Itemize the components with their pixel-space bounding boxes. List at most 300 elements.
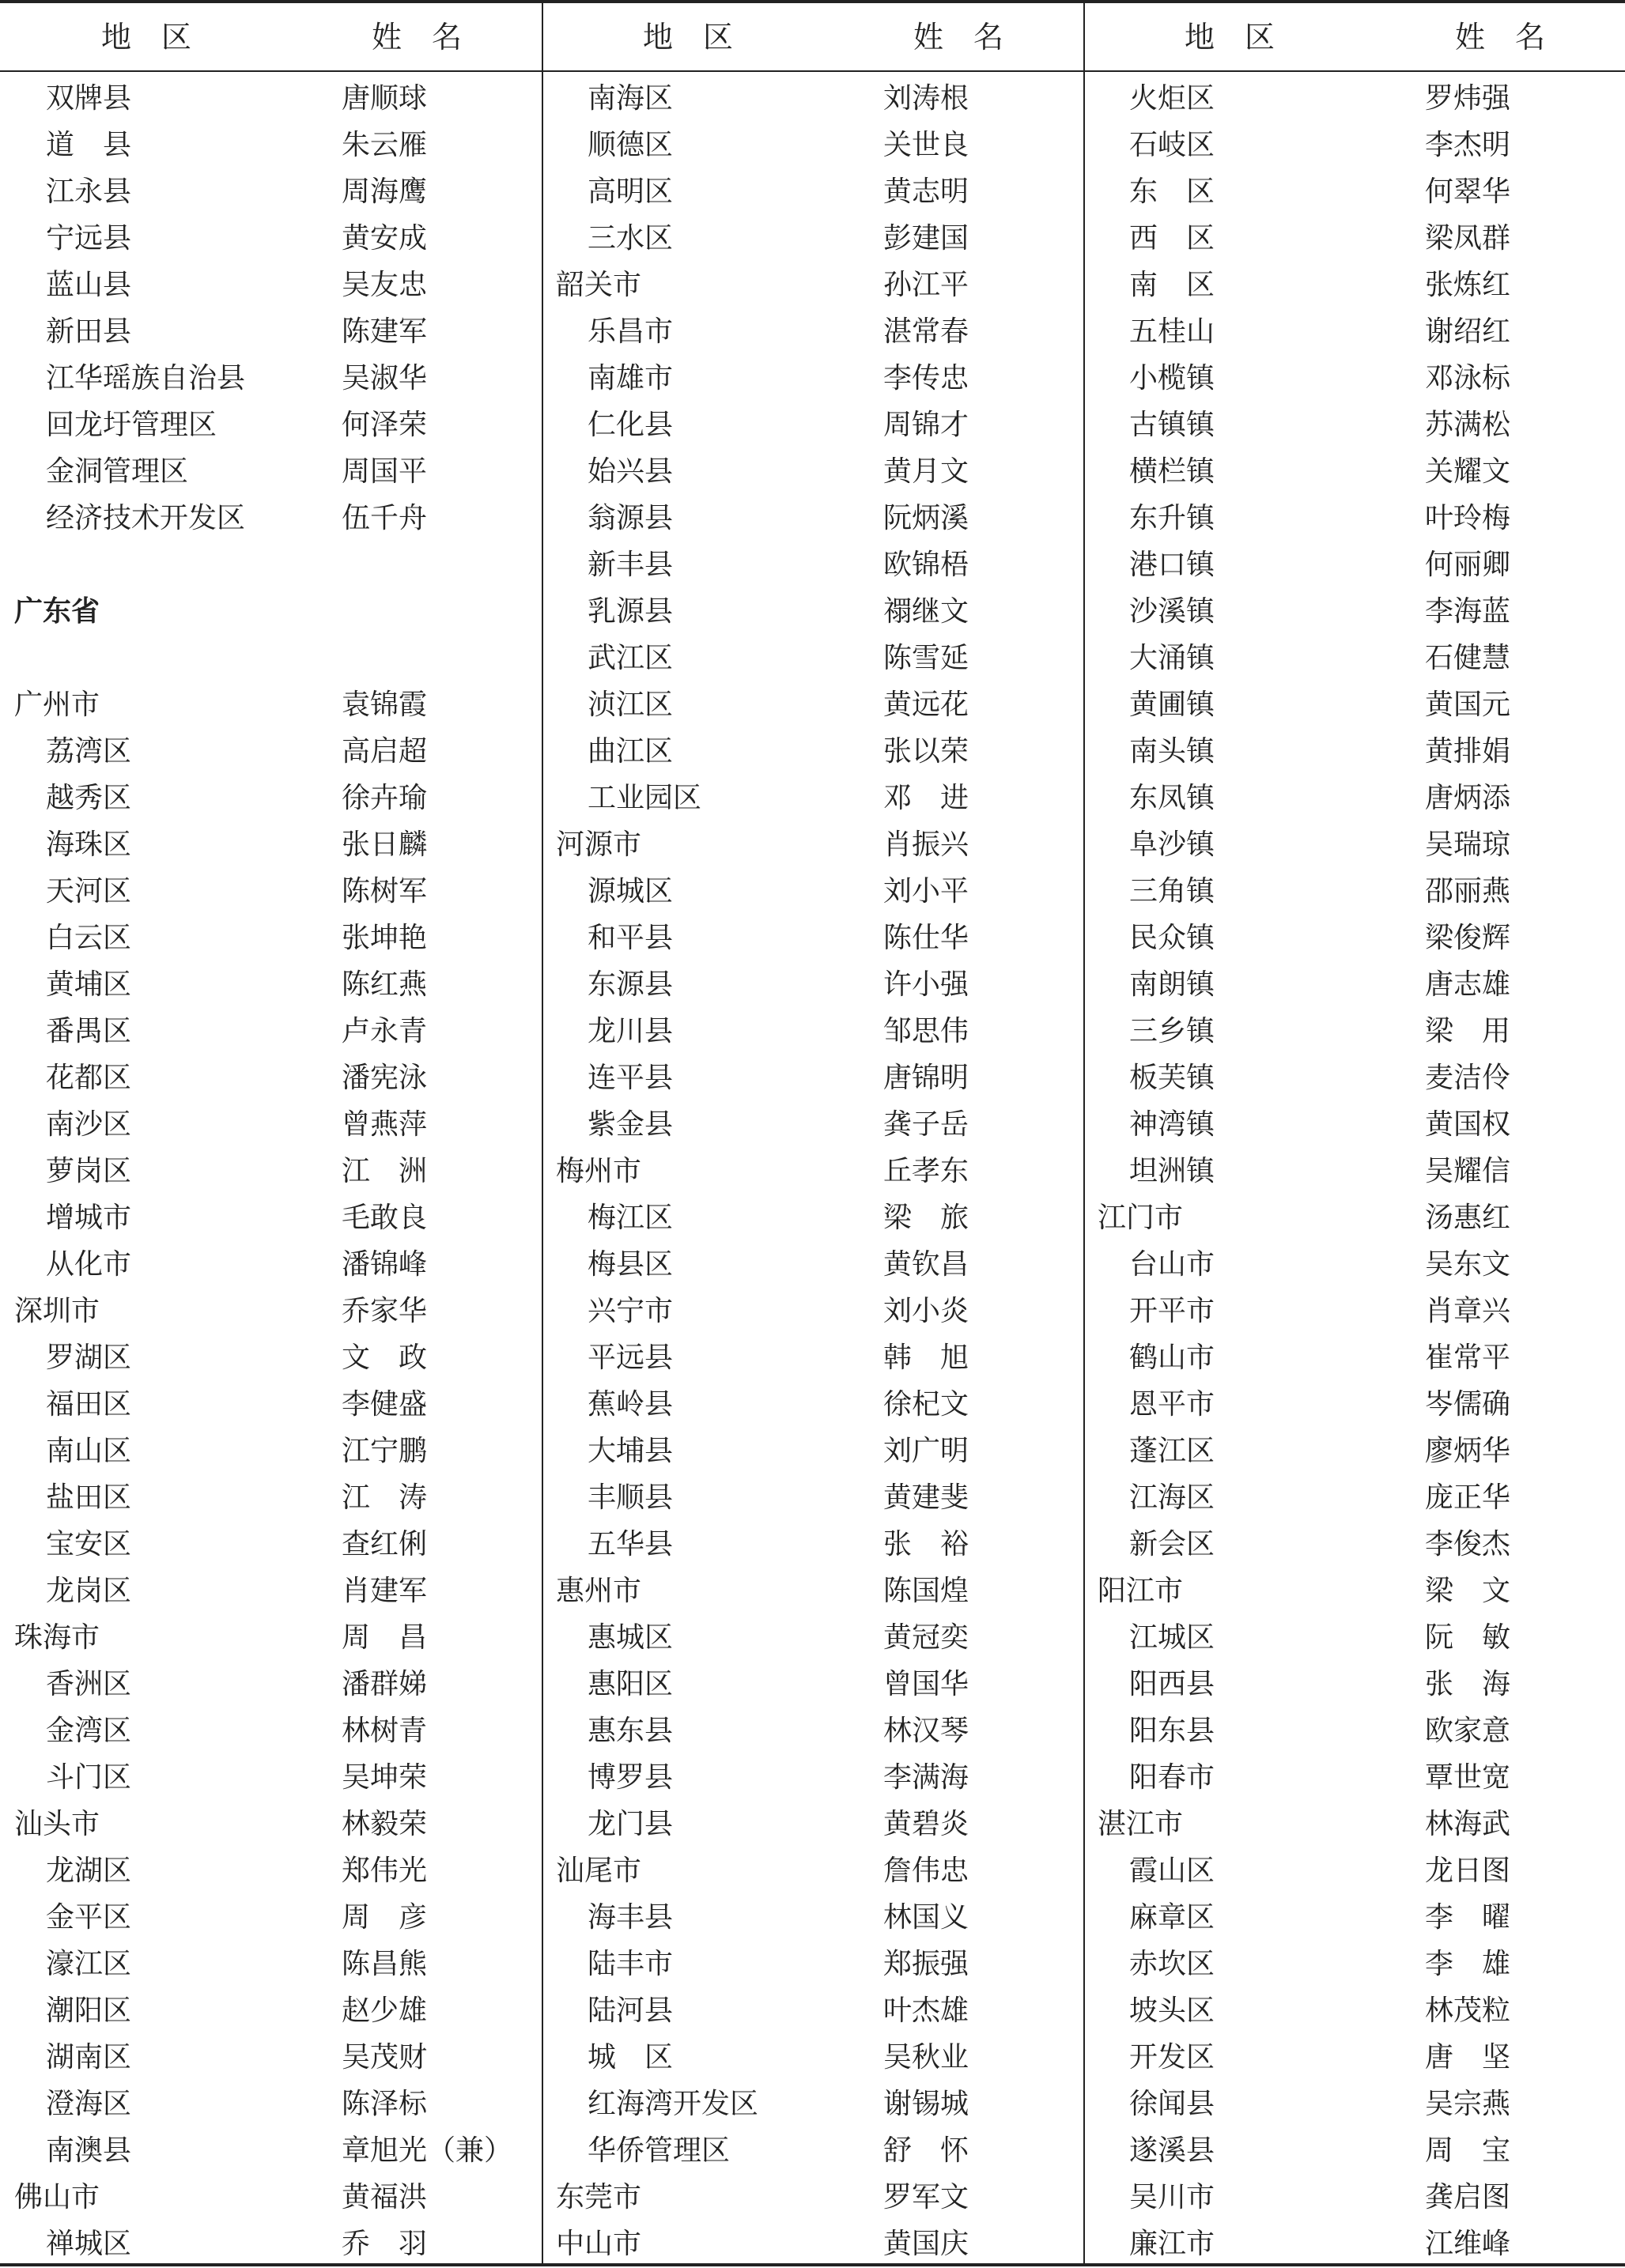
name-cell: 龚子岳 — [883, 1108, 969, 1141]
table-row — [542, 2221, 1083, 2267]
name-cell: 黄福洪 — [342, 2181, 428, 2213]
name-cell: 周 宝 — [1425, 2134, 1511, 2167]
name-cell: 阮 敏 — [1425, 1621, 1511, 1654]
region-cell: 韶关市 — [556, 269, 642, 301]
region-cell: 东升镇 — [1129, 502, 1215, 534]
table-row — [542, 1241, 1083, 1288]
region-cell: 麻章区 — [1129, 1901, 1215, 1934]
name-cell: 孙江平 — [883, 269, 969, 301]
table-row — [0, 2034, 541, 2081]
table-row — [542, 681, 1083, 728]
name-cell: 卢永青 — [342, 1015, 428, 1047]
region-cell: 开发区 — [1129, 2041, 1215, 2074]
name-cell: 周 昌 — [342, 1621, 428, 1654]
header-name: 姓 名 — [372, 20, 463, 55]
name-cell: 袁锦霞 — [342, 689, 428, 721]
region-cell: 深圳市 — [14, 1295, 100, 1327]
table-row — [1083, 2034, 1624, 2081]
name-cell: 陈雪延 — [883, 642, 969, 674]
name-cell: 李满海 — [883, 1761, 969, 1794]
region-cell: 东莞市 — [556, 2181, 642, 2213]
table-row — [1083, 168, 1624, 215]
table-row — [0, 681, 541, 728]
name-cell: 黄志明 — [883, 175, 969, 208]
name-cell: 舒 怀 — [883, 2134, 969, 2167]
name-cell: 何翠华 — [1425, 175, 1511, 208]
table-row — [0, 775, 541, 821]
table-row — [0, 1288, 541, 1334]
region-cell: 新会区 — [1129, 1528, 1215, 1560]
table-row — [1083, 1381, 1624, 1428]
table-row — [542, 122, 1083, 168]
name-cell: 章旭光（兼） — [342, 2134, 513, 2167]
region-cell: 宁远县 — [46, 222, 132, 255]
table-row — [542, 1055, 1083, 1101]
table-row — [0, 542, 541, 588]
name-cell: 陈建军 — [342, 315, 428, 348]
table-row — [1083, 915, 1624, 961]
region-cell: 江永县 — [46, 175, 132, 208]
table-row — [0, 1474, 541, 1521]
table-row — [0, 1894, 541, 1941]
name-cell: 邵丽燕 — [1425, 875, 1511, 908]
top-rule — [0, 0, 1625, 3]
name-cell: 陈泽标 — [342, 2088, 428, 2120]
region-cell: 越秀区 — [46, 782, 132, 814]
table-row — [0, 1754, 541, 1801]
section-row — [0, 588, 541, 635]
name-cell: 阮炳溪 — [883, 502, 969, 534]
region-cell: 江城区 — [1129, 1621, 1215, 1654]
region-cell: 阳东县 — [1129, 1715, 1215, 1747]
region-cell: 五华县 — [588, 1528, 674, 1560]
table-row — [0, 728, 541, 775]
name-cell: 乔家华 — [342, 1295, 428, 1327]
region-cell: 遂溪县 — [1129, 2134, 1215, 2167]
name-cell: 文 政 — [342, 1342, 428, 1374]
name-cell: 潘锦峰 — [342, 1248, 428, 1281]
region-cell: 天河区 — [46, 875, 132, 908]
name-cell: 张炼红 — [1425, 269, 1511, 301]
region-cell: 斗门区 — [46, 1761, 132, 1794]
name-cell: 黄远花 — [883, 689, 969, 721]
table-row — [0, 355, 541, 402]
region-cell: 大涌镇 — [1129, 642, 1215, 674]
table-row — [1083, 402, 1624, 448]
name-cell: 谢绍红 — [1425, 315, 1511, 348]
name-cell: 李海蓝 — [1425, 595, 1511, 628]
table-row — [1083, 1847, 1624, 1894]
region-cell: 东凤镇 — [1129, 782, 1215, 814]
region-cell: 南 区 — [1129, 269, 1215, 301]
name-cell: 岑儒确 — [1425, 1388, 1511, 1421]
name-cell: 乔 羽 — [342, 2228, 428, 2260]
name-cell: 郑振强 — [883, 1948, 969, 1980]
region-cell: 湖南区 — [46, 2041, 132, 2074]
name-cell: 梁 用 — [1425, 1015, 1511, 1047]
name-cell: 李传忠 — [883, 362, 969, 394]
region-cell: 沙溪镇 — [1129, 595, 1215, 628]
region-cell: 惠阳区 — [588, 1668, 674, 1700]
table-row — [0, 1941, 541, 1987]
name-cell: 彭建国 — [883, 222, 969, 255]
region-cell: 港口镇 — [1129, 549, 1215, 581]
table-row — [0, 1614, 541, 1661]
region-cell: 曲江区 — [588, 735, 674, 768]
table-row — [1083, 355, 1624, 402]
table-row — [0, 1381, 541, 1428]
table-row — [542, 775, 1083, 821]
region-cell: 浈江区 — [588, 689, 674, 721]
table-row — [0, 448, 541, 495]
name-cell: 张日麟 — [342, 828, 428, 861]
table-row — [1083, 961, 1624, 1008]
region-cell: 惠州市 — [556, 1575, 642, 1607]
table-row — [542, 2174, 1083, 2221]
region-cell: 乐昌市 — [588, 315, 674, 348]
table-row — [542, 961, 1083, 1008]
name-cell: 龙日图 — [1425, 1855, 1511, 1887]
name-cell: 刘广明 — [883, 1435, 969, 1467]
table-row — [0, 1148, 541, 1194]
name-cell: 黄国元 — [1425, 689, 1511, 721]
name-cell: 林海武 — [1425, 1808, 1511, 1840]
name-cell: 谢锡城 — [883, 2088, 969, 2120]
name-cell: 潘宪泳 — [342, 1062, 428, 1094]
name-cell: 陈红燕 — [342, 968, 428, 1001]
region-cell: 龙川县 — [588, 1015, 674, 1047]
table-row — [0, 1708, 541, 1754]
name-cell: 梁 旅 — [883, 1202, 969, 1234]
table-row — [542, 2081, 1083, 2127]
region-cell: 增城市 — [46, 1202, 132, 1234]
table-row — [1083, 635, 1624, 681]
name-cell: 周国平 — [342, 455, 428, 488]
table-row — [1083, 1055, 1624, 1101]
name-cell: 唐志雄 — [1425, 968, 1511, 1001]
table-row — [1083, 1521, 1624, 1568]
table-row — [542, 1708, 1083, 1754]
region-cell: 宝安区 — [46, 1528, 132, 1560]
table-row — [542, 1568, 1083, 1614]
region-cell: 坡头区 — [1129, 1994, 1215, 2027]
region-cell: 仁化县 — [588, 409, 674, 441]
region-cell: 香洲区 — [46, 1668, 132, 1700]
table-row — [542, 495, 1083, 542]
table-row — [542, 215, 1083, 262]
region-cell: 梅州市 — [556, 1155, 642, 1187]
table-row — [1083, 868, 1624, 915]
name-cell: 徐杞文 — [883, 1388, 969, 1421]
name-cell: 刘涛根 — [883, 82, 969, 115]
region-cell: 顺德区 — [588, 129, 674, 161]
name-cell: 叶杰雄 — [883, 1994, 969, 2027]
name-cell: 吴坤荣 — [342, 1761, 428, 1794]
table-row — [1083, 1941, 1624, 1987]
region-cell: 回龙圩管理区 — [46, 409, 217, 441]
table-row — [0, 308, 541, 355]
name-cell: 吴东文 — [1425, 1248, 1511, 1281]
table-row — [542, 728, 1083, 775]
name-cell: 吴瑞琼 — [1425, 828, 1511, 861]
table-row — [1083, 728, 1624, 775]
table-row — [0, 122, 541, 168]
name-cell: 叶玲梅 — [1425, 502, 1511, 534]
region-cell: 城 区 — [588, 2041, 674, 2074]
table-row — [0, 961, 541, 1008]
table-row — [542, 868, 1083, 915]
region-cell: 吴川市 — [1129, 2181, 1215, 2213]
region-cell: 徐闻县 — [1129, 2088, 1215, 2120]
region-cell: 佛山市 — [14, 2181, 100, 2213]
region-cell: 双牌县 — [46, 82, 132, 115]
header-name: 姓 名 — [1455, 20, 1546, 55]
table-row — [542, 1101, 1083, 1148]
region-cell: 丰顺县 — [588, 1481, 674, 1514]
name-cell: 江宁鹏 — [342, 1435, 428, 1467]
region-cell: 西 区 — [1129, 222, 1215, 255]
region-cell: 坦洲镇 — [1129, 1155, 1215, 1187]
region-cell: 博罗县 — [588, 1761, 674, 1794]
region-cell: 民众镇 — [1129, 922, 1215, 954]
name-cell: 潘群娣 — [342, 1668, 428, 1700]
name-cell: 吴耀信 — [1425, 1155, 1511, 1187]
region-cell: 台山市 — [1129, 1248, 1215, 1281]
table-row — [0, 1987, 541, 2034]
table-row — [0, 1334, 541, 1381]
region-cell: 南海区 — [588, 82, 674, 115]
name-cell: 禤继文 — [883, 595, 969, 628]
table-row — [1083, 1568, 1624, 1614]
table-row — [542, 1288, 1083, 1334]
region-cell: 红海湾开发区 — [588, 2088, 759, 2120]
name-cell: 覃世宽 — [1425, 1761, 1511, 1794]
name-cell: 李 雄 — [1425, 1948, 1511, 1980]
region-cell: 新丰县 — [588, 549, 674, 581]
region-cell: 神湾镇 — [1129, 1108, 1215, 1141]
region-cell: 河源市 — [556, 828, 642, 861]
table-row — [0, 1008, 541, 1055]
region-cell: 陆丰市 — [588, 1948, 674, 1980]
name-cell: 李健盛 — [342, 1388, 428, 1421]
table-row — [542, 915, 1083, 961]
name-cell: 高启超 — [342, 735, 428, 768]
header-name: 姓 名 — [913, 20, 1004, 55]
name-cell: 曾国华 — [883, 1668, 969, 1700]
region-cell: 盐田区 — [46, 1481, 132, 1514]
region-cell: 荔湾区 — [46, 735, 132, 768]
region-cell: 福田区 — [46, 1388, 132, 1421]
table-row — [1083, 1614, 1624, 1661]
table-row — [0, 75, 541, 122]
table-row — [1083, 1754, 1624, 1801]
region-cell: 黄圃镇 — [1129, 689, 1215, 721]
name-cell: 周锦才 — [883, 409, 969, 441]
region-cell: 三角镇 — [1129, 875, 1215, 908]
name-cell: 崔常平 — [1425, 1342, 1511, 1374]
table-row — [1083, 1148, 1624, 1194]
name-cell: 唐炳添 — [1425, 782, 1511, 814]
region-cell: 汕头市 — [14, 1808, 100, 1840]
header-rule — [0, 70, 1625, 72]
name-cell: 黄排娟 — [1425, 735, 1511, 768]
region-cell: 龙岗区 — [46, 1575, 132, 1607]
table-row — [542, 542, 1083, 588]
name-cell: 林国义 — [883, 1901, 969, 1934]
region-cell: 江华瑶族自治县 — [46, 362, 246, 394]
region-cell: 始兴县 — [588, 455, 674, 488]
name-cell: 李 曜 — [1425, 1901, 1511, 1934]
name-cell: 吴茂财 — [342, 2041, 428, 2074]
region-cell: 从化市 — [46, 1248, 132, 1281]
name-cell: 庞正华 — [1425, 1481, 1511, 1514]
name-cell: 江 涛 — [342, 1481, 428, 1514]
table-row — [542, 1987, 1083, 2034]
region-cell: 南山区 — [46, 1435, 132, 1467]
region-cell: 金洞管理区 — [46, 455, 189, 488]
name-cell: 黄建斐 — [883, 1481, 969, 1514]
table-row — [1083, 1708, 1624, 1754]
column-1 — [0, 75, 541, 2267]
table-row — [0, 2174, 541, 2221]
table-row — [542, 1521, 1083, 1568]
region-cell: 蕉岭县 — [588, 1388, 674, 1421]
region-cell: 武江区 — [588, 642, 674, 674]
table-row — [542, 1754, 1083, 1801]
name-cell: 伍千舟 — [342, 502, 428, 534]
name-cell: 唐顺球 — [342, 82, 428, 115]
table-row — [0, 168, 541, 215]
name-cell: 林树青 — [342, 1715, 428, 1747]
region-cell: 三水区 — [588, 222, 674, 255]
name-cell: 李杰明 — [1425, 129, 1511, 161]
table-row — [0, 1241, 541, 1288]
name-cell: 梁 文 — [1425, 1575, 1511, 1607]
name-cell: 陈仕华 — [883, 922, 969, 954]
region-cell: 南澳县 — [46, 2134, 132, 2167]
region-cell: 翁源县 — [588, 502, 674, 534]
table-row — [1083, 1987, 1624, 2034]
name-cell: 梁凤群 — [1425, 222, 1511, 255]
table-row — [1083, 1288, 1624, 1334]
region-cell: 大埔县 — [588, 1435, 674, 1467]
region-cell: 工业园区 — [588, 782, 702, 814]
region-cell: 高明区 — [588, 175, 674, 208]
name-cell: 丘孝东 — [883, 1155, 969, 1187]
table-row — [1083, 775, 1624, 821]
name-cell: 邓泳标 — [1425, 362, 1511, 394]
region-cell: 新田县 — [46, 315, 132, 348]
region-cell: 江门市 — [1098, 1202, 1184, 1234]
region-cell: 阳江市 — [1098, 1575, 1184, 1607]
region-cell: 紫金县 — [588, 1108, 674, 1141]
name-cell: 吴友忠 — [342, 269, 428, 301]
table-row — [542, 1474, 1083, 1521]
name-cell: 许小强 — [883, 968, 969, 1001]
table-row — [542, 1894, 1083, 1941]
table-row — [0, 1661, 541, 1708]
region-cell: 小榄镇 — [1129, 362, 1215, 394]
name-cell: 苏满松 — [1425, 409, 1511, 441]
region-cell: 阳春市 — [1129, 1761, 1215, 1794]
table-row — [1083, 448, 1624, 495]
table-row — [542, 1847, 1083, 1894]
name-cell: 张 海 — [1425, 1668, 1511, 1700]
region-cell: 开平市 — [1129, 1295, 1215, 1327]
table-row — [1083, 821, 1624, 868]
region-cell: 火炬区 — [1129, 82, 1215, 115]
region-cell: 华侨管理区 — [588, 2134, 731, 2167]
region-cell: 惠城区 — [588, 1621, 674, 1654]
region-cell: 番禺区 — [46, 1015, 132, 1047]
name-cell: 肖振兴 — [883, 828, 969, 861]
name-cell: 陈国煌 — [883, 1575, 969, 1607]
name-cell: 唐锦明 — [883, 1062, 969, 1094]
table-row — [1083, 495, 1624, 542]
region-cell: 汕尾市 — [556, 1855, 642, 1887]
name-cell: 吴淑华 — [342, 362, 428, 394]
region-cell: 南沙区 — [46, 1108, 132, 1141]
region-cell: 黄埔区 — [46, 968, 132, 1001]
region-cell: 中山市 — [556, 2228, 642, 2260]
region-cell: 和平县 — [588, 922, 674, 954]
table-row — [542, 1801, 1083, 1847]
table-row — [542, 821, 1083, 868]
region-cell: 赤坎区 — [1129, 1948, 1215, 1980]
name-cell: 曾燕萍 — [342, 1108, 428, 1141]
name-cell: 詹伟忠 — [883, 1855, 969, 1887]
table-row — [1083, 1241, 1624, 1288]
name-cell: 黄冠奕 — [883, 1621, 969, 1654]
name-cell: 麦洁伶 — [1425, 1062, 1511, 1094]
name-cell: 周海鹰 — [342, 175, 428, 208]
region-cell: 阜沙镇 — [1129, 828, 1215, 861]
name-cell: 欧家意 — [1425, 1715, 1511, 1747]
region-cell: 珠海市 — [14, 1621, 100, 1654]
table-row — [542, 1148, 1083, 1194]
name-cell: 邹思伟 — [883, 1015, 969, 1047]
table-row — [0, 402, 541, 448]
column-2 — [542, 75, 1083, 2267]
table-row — [542, 308, 1083, 355]
table-row — [1083, 215, 1624, 262]
region-cell: 连平县 — [588, 1062, 674, 1094]
table-row — [1083, 1801, 1624, 1847]
name-cell: 黄国庆 — [883, 2228, 969, 2260]
region-cell: 金湾区 — [46, 1715, 132, 1747]
table-row — [542, 355, 1083, 402]
region-cell: 兴宁市 — [588, 1295, 674, 1327]
name-cell: 邓 进 — [883, 782, 969, 814]
name-cell: 黄月文 — [883, 455, 969, 488]
region-cell: 蓬江区 — [1129, 1435, 1215, 1467]
table-row — [0, 868, 541, 915]
name-cell: 刘小平 — [883, 875, 969, 908]
table-row — [0, 1568, 541, 1614]
region-cell: 龙湖区 — [46, 1855, 132, 1887]
table-row — [0, 915, 541, 961]
name-cell: 韩 旭 — [883, 1342, 969, 1374]
table-row — [542, 75, 1083, 122]
region-cell: 罗湖区 — [46, 1342, 132, 1374]
name-cell: 唐 坚 — [1425, 2041, 1511, 2074]
region-cell: 古镇镇 — [1129, 409, 1215, 441]
name-cell: 张坤艳 — [342, 922, 428, 954]
region-cell: 蓝山县 — [46, 269, 132, 301]
name-cell: 肖建军 — [342, 1575, 428, 1607]
region-cell: 平远县 — [588, 1342, 674, 1374]
name-cell: 肖章兴 — [1425, 1295, 1511, 1327]
